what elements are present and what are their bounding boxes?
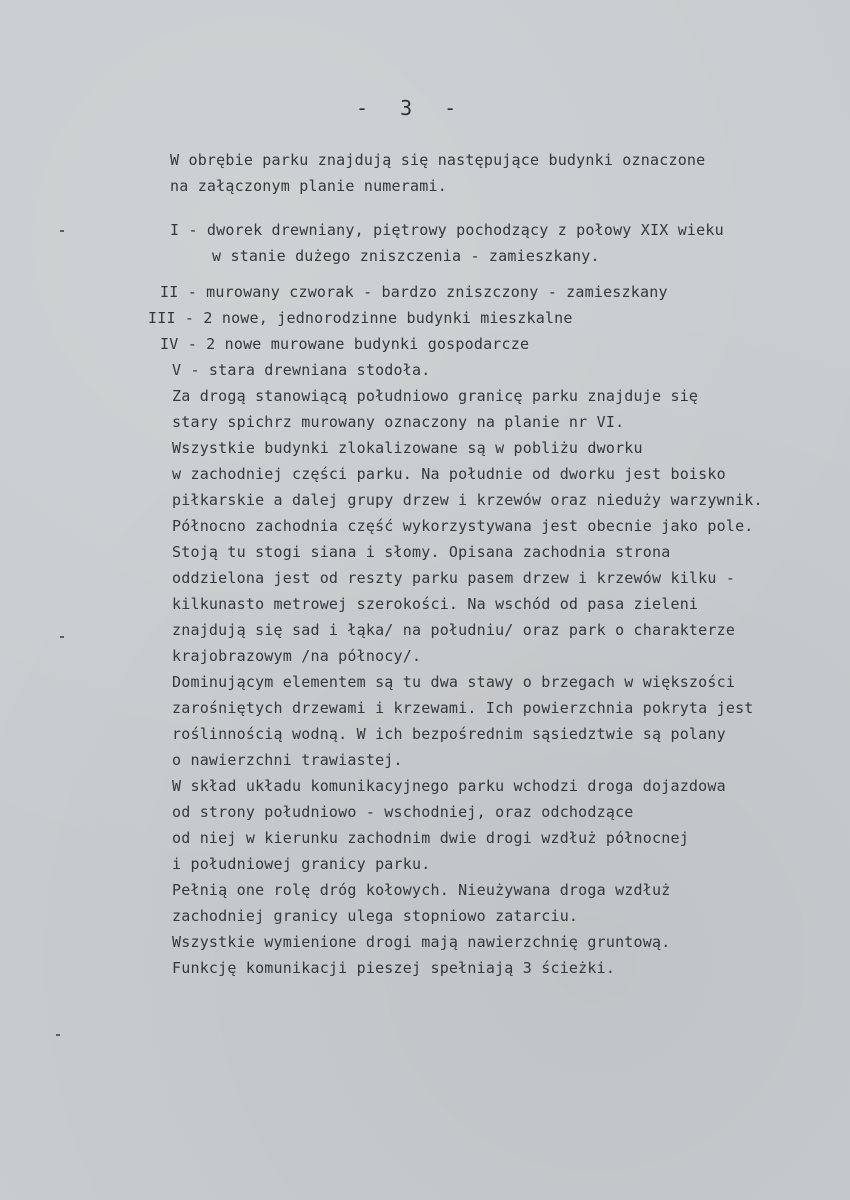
body-line: od niej w kierunku zachodnim dwie drogi wzdłuż północnej bbox=[172, 829, 689, 847]
margin-mark bbox=[56, 1034, 60, 1036]
building-item: II - murowany czworak - bardzo zniszczony - zamieszkany bbox=[160, 283, 668, 301]
body-line: Pełnią one rolę dróg kołowych. Nieużywana droga wzdłuż bbox=[172, 881, 671, 899]
body-line: Wszystkie wymienione drogi mają nawierzchnię gruntową. bbox=[172, 933, 671, 951]
intro-line: na załączonym planie numerami. bbox=[170, 177, 447, 195]
body-line: Północno zachodnia część wykorzystywana jest obecnie jako pole. bbox=[172, 517, 754, 535]
body-line: o nawierzchni trawiastej. bbox=[172, 751, 403, 769]
body-line: krajobrazowym /na północy/. bbox=[172, 647, 422, 665]
building-item: w stanie dużego zniszczenia - zamieszkany. bbox=[212, 247, 600, 265]
building-item: III - 2 nowe, jednorodzinne budynki mieszkalne bbox=[148, 309, 573, 327]
body-line: Dominującym elementem są tu dwa stawy o brzegach w większości bbox=[172, 673, 736, 691]
body-line: Wszystkie budynki zlokalizowane są w pobliżu dworku bbox=[172, 439, 643, 457]
body-line: zarośniętych drzewami i krzewami. Ich powierzchnia pokryta jest bbox=[172, 699, 754, 717]
building-item: IV - 2 nowe murowane budynki gospodarcze bbox=[160, 335, 530, 353]
body-line: od strony południowo - wschodniej, oraz odchodzące bbox=[172, 803, 634, 821]
body-line: oddzielona jest od reszty parku pasem drzew i krzewów kilku - bbox=[172, 569, 736, 587]
body-line: Za drogą stanowiącą południowo granicę parku znajduje się bbox=[172, 387, 699, 405]
body-line: Stoją tu stogi siana i słomy. Opisana zachodnia strona bbox=[172, 543, 671, 561]
margin-mark bbox=[60, 230, 64, 232]
body-line: piłkarskie a dalej grupy drzew i krzewów oraz nieduży warzywnik. bbox=[172, 491, 763, 509]
building-item: V - stara drewniana stodoła. bbox=[172, 361, 431, 379]
body-line: w zachodniej części parku. Na południe od dworku jest boisko bbox=[172, 465, 726, 483]
page-number: - 3 - bbox=[356, 96, 467, 120]
body-line: roślinnością wodną. W ich bezpośrednim sąsiedztwie są polany bbox=[172, 725, 726, 743]
body-line: znajdują się sad i łąka/ na południu/ oraz park o charakterze bbox=[172, 621, 736, 639]
margin-mark bbox=[60, 636, 64, 638]
body-line: kilkunasto metrowej szerokości. Na wschód od pasa zieleni bbox=[172, 595, 699, 613]
body-line: W skład układu komunikacyjnego parku wchodzi droga dojazdowa bbox=[172, 777, 726, 795]
body-line: i południowej granicy parku. bbox=[172, 855, 431, 873]
body-line: Funkcję komunikacji pieszej spełniają 3 ścieżki. bbox=[172, 959, 616, 977]
body-line: stary spichrz murowany oznaczony na planie nr VI. bbox=[172, 413, 625, 431]
building-item: I - dworek drewniany, piętrowy pochodzący z połowy XIX wieku bbox=[170, 221, 724, 239]
body-line: zachodniej granicy ulega stopniowo zatarciu. bbox=[172, 907, 579, 925]
intro-line: W obrębie parku znajdują się następujące budynki oznaczone bbox=[170, 151, 706, 169]
